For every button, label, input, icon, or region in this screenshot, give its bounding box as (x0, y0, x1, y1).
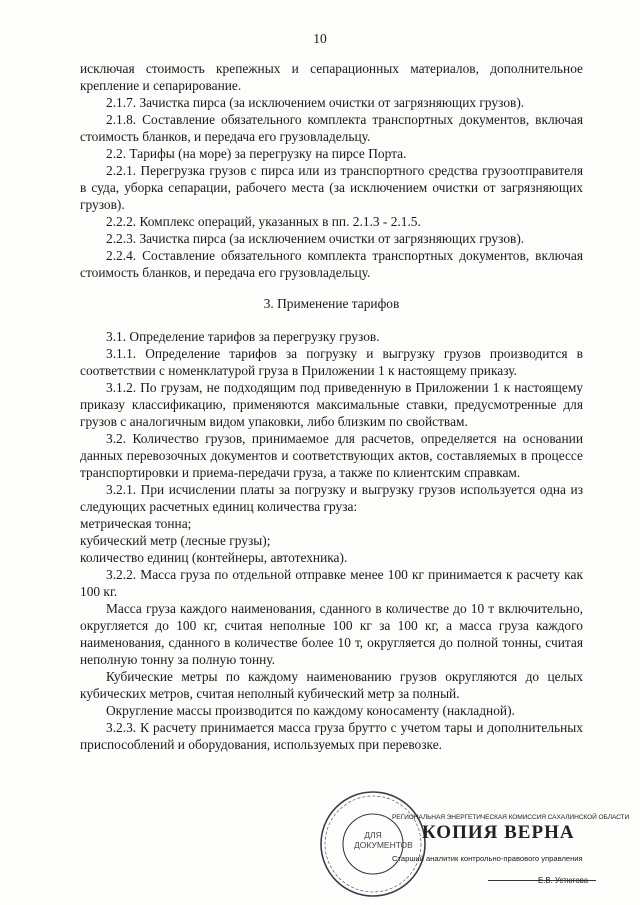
paragraph: 3.1.1. Определение тарифов за погрузку и выгрузку грузов производится в соответствии с номенклатурой груза в Приложении 1 к настоящему приказу. (80, 346, 583, 378)
paragraph: 2.2.3. Зачистка пирса (за исключением очистки от загрязняющих грузов). (106, 231, 525, 246)
copy-signatory-name: Е.В. Устюгова (538, 876, 589, 885)
copy-organization: РЕГИОНАЛЬНАЯ ЭНЕРГЕТИЧЕСКАЯ КОМИССИЯ САХАЛИНСКОЙ ОБЛАСТИ (392, 814, 630, 821)
paragraph: Масса груза каждого наименования, сданного в количестве до 10 т включительно, округляется до 100 кг, считая неполные 100 кг за 100 кг, а масса груза каждого наименования, сданного в количестве более 10 т, округляется до полной тонны, считая неполную тонну за полную тонну. (80, 601, 583, 667)
paragraphs-before-heading (80, 60, 583, 281)
certification-stamp (318, 790, 630, 898)
paragraph: 3.2. Количество грузов, принимаемое для расчетов, определяется на основании данных перевозочных документов и соответствующих актов, составляемых в процессе транспортировки и приема-передачи груза, а также по клиентским справкам. (80, 431, 583, 480)
paragraph: 2.2. Тарифы (на море) за перегрузку на пирсе Порта. (106, 146, 407, 161)
list-item: количество единиц (контейнеры, автотехника). (80, 550, 348, 565)
paragraph: 2.2.4. Составление обязательного комплекта транспортных документов, включая стоимость бланков, и передача его грузовладельцу. (80, 248, 583, 280)
document-body (80, 60, 583, 753)
copy-position: Старший аналитик контрольно-правового управления (392, 854, 583, 863)
paragraph: Округление массы производится по каждому коносаменту (накладной). (106, 703, 515, 718)
paragraph: 3.1.2. По грузам, не подходящим под приведенную в Приложении 1 к настоящему приказу классификацию, применяются максимальные ставки, предусмотренные для грузов с аналогичным видом упаковки, либо близким по свойствам. (80, 380, 583, 429)
paragraph: 3.2.2. Масса груза по отдельной отправке менее 100 кг принимается к расчету как 100 кг. (80, 567, 583, 599)
paragraph: Кубические метры по каждому наименованию грузов округляются до целых кубических метров, считая неполный кубический метр за полный. (80, 669, 583, 701)
list-item: метрическая тонна; (80, 516, 192, 531)
paragraph: 2.2.1. Перегрузка грузов с пирса или из транспортного средства грузоотправителя в суда, уборка сепарации, рабочего места (за исключением очистки от загрязняющих грузов). (80, 163, 583, 212)
list-item: кубический метр (лесные грузы); (80, 533, 271, 548)
paragraph: 2.1.8. Составление обязательного комплекта транспортных документов, включая стоимость бланков, и передача его грузовладельцу. (80, 112, 583, 144)
paragraph: 2.1.7. Зачистка пирса (за исключением очистки от загрязняющих грузов). (106, 95, 525, 110)
seal-text: ДЛЯ ДОКУМЕНТОВ (354, 830, 413, 850)
copy-certified-box (392, 814, 630, 885)
paragraph: 3.1. Определение тарифов за перегрузку грузов. (106, 329, 380, 344)
copy-title: КОПИЯ ВЕРНА (422, 822, 575, 843)
section-paragraphs (80, 328, 583, 753)
paragraph: 3.2.3. К расчету принимается масса груза брутто с учетом тары и дополнительных приспособлений и оборудования, используемых при перевозке. (80, 720, 583, 752)
page-number: 10 (313, 31, 327, 46)
section-heading: 3. Применение тарифов (263, 296, 400, 311)
paragraph: 2.2.2. Комплекс операций, указанных в пп. 2.1.3 - 2.1.5. (106, 214, 421, 229)
paragraph: исключая стоимость крепежных и сепарационных материалов, дополнительное крепление и сепарирование. (80, 61, 583, 93)
paragraph: 3.2.1. При исчислении платы за погрузку и выгрузку грузов используется одна из следующих расчетных единиц количества груза: (80, 482, 583, 514)
